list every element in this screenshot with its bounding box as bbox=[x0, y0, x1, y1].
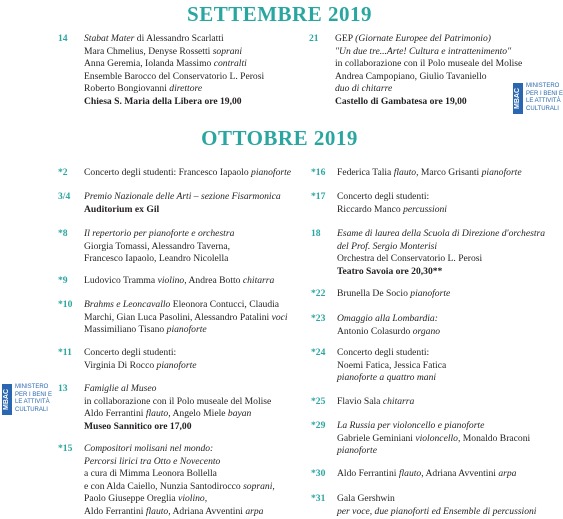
event-text: pianoforte bbox=[481, 167, 522, 178]
event-text: pianoforte bbox=[156, 359, 197, 371]
event-line bbox=[337, 266, 545, 279]
event-text: voci bbox=[271, 311, 288, 323]
event-date: *24 bbox=[311, 347, 326, 358]
event-text: pianoforte bbox=[251, 167, 292, 178]
event-line bbox=[84, 481, 275, 494]
event-line bbox=[335, 96, 522, 109]
event-line bbox=[337, 360, 446, 373]
event-text: Gala Gershwin bbox=[337, 493, 395, 504]
event-date: 14 bbox=[58, 33, 68, 44]
event-text: , Andrea Botto bbox=[184, 275, 243, 286]
event-text: Brahms e Leoncavallo bbox=[84, 299, 171, 310]
event-date: *9 bbox=[58, 275, 68, 286]
event-line bbox=[84, 299, 288, 312]
event-line bbox=[84, 493, 275, 506]
event-text: Federica Talia bbox=[337, 167, 394, 178]
event-text: bayan bbox=[227, 408, 252, 420]
event-text: Concerto degli studenti: bbox=[337, 347, 430, 358]
event-text: Concerto degli studenti: bbox=[337, 191, 430, 202]
event-text: pianoforte bbox=[410, 288, 451, 299]
event-text: arpa bbox=[245, 505, 264, 517]
event-text: in collaborazione con il Polo museale del Molise bbox=[84, 395, 272, 407]
event-text: , Adriana Avventini bbox=[421, 468, 499, 479]
event-text: Ludovico Tramma bbox=[84, 275, 158, 286]
event-line bbox=[337, 326, 440, 339]
event-text: Riccardo Manco bbox=[337, 203, 404, 215]
event-line bbox=[84, 241, 234, 254]
event-date: *11 bbox=[58, 347, 72, 358]
event-line bbox=[84, 360, 197, 373]
event-line bbox=[84, 506, 275, 519]
event-line bbox=[84, 33, 264, 46]
event-date: 3/4 bbox=[58, 191, 71, 202]
event-text: di Alessandro Scarlatti bbox=[134, 33, 224, 44]
event-line bbox=[335, 83, 522, 96]
event-text: Concerto degli studenti: Francesco Iapaolo bbox=[84, 167, 252, 178]
event-line bbox=[84, 383, 271, 396]
event-line bbox=[84, 46, 264, 59]
event-line bbox=[84, 421, 271, 434]
event-line bbox=[337, 228, 545, 241]
event-text: Anna Geremia, Iolanda Massimo bbox=[84, 58, 214, 70]
event-venue: Museo Sannitico ore 17,00 bbox=[84, 420, 192, 432]
heading-september: SETTEMBRE 2019 bbox=[187, 2, 372, 26]
event-text: del Prof. Sergio Monterisi bbox=[337, 240, 438, 252]
ministry-logo bbox=[2, 384, 53, 415]
event-line bbox=[337, 493, 536, 506]
event-line bbox=[337, 204, 447, 217]
event-text: Noemi Fatica, Jessica Fatica bbox=[337, 359, 447, 371]
event-text: soprani bbox=[212, 45, 243, 57]
event-line bbox=[84, 468, 275, 481]
event-date: *17 bbox=[311, 191, 326, 202]
event-line bbox=[337, 167, 522, 180]
event-line bbox=[84, 443, 275, 456]
event-text: flauto bbox=[398, 468, 422, 479]
event-text: Mara Chmelius, Denyse Rossetti bbox=[84, 45, 213, 57]
event-text: Eleonora Contucci, Claudia bbox=[170, 299, 280, 310]
event-venue: Auditorium ex Gil bbox=[84, 203, 160, 215]
event-text: (Giornate Europee del Patrimonio) bbox=[355, 33, 491, 44]
event-text: in collaborazione con il Polo museale del Molise bbox=[335, 58, 523, 70]
event-text: chitarra bbox=[382, 396, 415, 407]
event-line bbox=[335, 58, 522, 71]
event-line bbox=[84, 58, 264, 71]
event-text: flauto bbox=[145, 408, 169, 420]
event-line bbox=[337, 420, 530, 433]
event-line bbox=[84, 324, 288, 337]
event-text: a cura di Mimma Leonora Bollella bbox=[84, 468, 217, 480]
event-text: Percorsi lirici tra Otto e Novecento bbox=[84, 455, 221, 467]
event-text: flauto bbox=[393, 167, 417, 178]
event-text: pianoforte bbox=[166, 324, 207, 336]
event-text: Francesco Iapaolo, Leandro Nicolella bbox=[84, 253, 229, 265]
event-text: Massimiliano Tisano bbox=[84, 324, 167, 336]
event-line bbox=[337, 433, 530, 446]
event-text: "Un due tre...Arte! Cultura e intrattenimento" bbox=[335, 45, 512, 57]
event-text: Virginia Di Rocco bbox=[84, 359, 157, 371]
event-line bbox=[84, 96, 264, 109]
event-line bbox=[337, 468, 516, 481]
event-date: 21 bbox=[309, 33, 319, 44]
event-text: Roberto Bongiovanni bbox=[84, 83, 170, 95]
event-text: Aldo Ferrantini bbox=[337, 468, 399, 479]
event-text: Paolo Giuseppe Oreglia bbox=[84, 493, 179, 505]
event-text: , Monaldo Braconi bbox=[457, 432, 531, 444]
event-date: *23 bbox=[311, 313, 326, 324]
event-line bbox=[337, 445, 530, 458]
event-line bbox=[84, 71, 264, 84]
event-text: soprani bbox=[243, 480, 273, 492]
event-text: GEP bbox=[335, 33, 356, 44]
event-text: direttore bbox=[169, 83, 203, 95]
event-text: Aldo Ferrantini bbox=[84, 408, 146, 420]
event-line bbox=[335, 46, 522, 59]
event-text: Aldo Ferrantini bbox=[84, 505, 146, 517]
event-text: Ensemble Barocco del Conservatorio L. Perosi bbox=[84, 70, 265, 82]
event-text: flauto bbox=[145, 505, 169, 517]
event-line bbox=[337, 396, 414, 409]
event-text: Antonio Colasurdo bbox=[337, 325, 413, 337]
event-text: Premio Nazionale delle Arti – sezione Fisarmonica bbox=[84, 191, 281, 202]
event-date: *16 bbox=[311, 167, 326, 178]
mbac-mark: MBAC bbox=[513, 83, 523, 114]
event-line bbox=[84, 456, 275, 469]
event-text: Andrea Campopiano, Giulio Tavaniello bbox=[335, 70, 487, 82]
event-line bbox=[84, 253, 234, 266]
event-text: , Marco Grisanti bbox=[416, 167, 482, 178]
event-text: Famiglie al Museo bbox=[84, 383, 157, 394]
event-text: Stabat Mater bbox=[84, 33, 135, 44]
event-text: Giorgia Tomassi, Alessandro Taverna, bbox=[84, 240, 231, 252]
event-date: *31 bbox=[311, 493, 326, 504]
event-venue: Castello di Gambatesa ore 19,00 bbox=[335, 95, 467, 107]
event-line bbox=[337, 241, 545, 254]
event-date: *30 bbox=[311, 468, 326, 479]
event-text: chitarra bbox=[242, 275, 275, 286]
event-text: percussioni bbox=[403, 203, 447, 215]
event-line bbox=[337, 347, 446, 360]
event-date: *22 bbox=[311, 288, 326, 299]
event-venue: Teatro Savoia ore 20,30** bbox=[337, 265, 443, 277]
event-date: 13 bbox=[58, 383, 68, 394]
event-line bbox=[84, 396, 271, 409]
event-date: 18 bbox=[311, 228, 321, 239]
event-line bbox=[335, 71, 522, 84]
event-text: pianoforte bbox=[337, 445, 377, 457]
event-date: *29 bbox=[311, 420, 326, 431]
event-text: arpa bbox=[498, 468, 517, 479]
event-text: Brunella De Socio bbox=[337, 288, 411, 299]
event-text: e con Alda Caiello, Nunzia Santodirocco bbox=[84, 480, 244, 492]
event-date: *25 bbox=[311, 396, 326, 407]
event-text: , Adriana Avventini bbox=[168, 505, 246, 517]
event-text: per voce, due pianoforti ed Ensemble di percussioni bbox=[337, 505, 537, 517]
event-text: violoncello bbox=[415, 432, 458, 444]
event-line bbox=[84, 312, 288, 325]
event-line bbox=[84, 275, 274, 288]
event-line bbox=[337, 253, 545, 266]
event-text: pianoforte a quattro mani bbox=[337, 372, 437, 384]
event-text: Il repertorio per pianoforte e orchestra bbox=[84, 228, 235, 239]
event-text: Omaggio alla Lombardia: bbox=[337, 313, 438, 324]
event-line bbox=[335, 33, 522, 46]
event-date: *10 bbox=[58, 299, 73, 310]
event-text: , bbox=[272, 480, 275, 492]
event-text: La Russia per violoncello e pianoforte bbox=[337, 420, 485, 431]
event-line bbox=[337, 372, 446, 385]
event-text: Orchestra del Conservatorio L. Perosi bbox=[337, 253, 483, 265]
event-line bbox=[84, 191, 281, 204]
event-text: contralti bbox=[213, 58, 247, 70]
event-venue: Chiesa S. Maria della Libera ore 19,00 bbox=[84, 95, 242, 107]
event-line bbox=[84, 204, 281, 217]
event-line bbox=[337, 506, 536, 519]
event-text: Esame di laurea della Scuola di Direzione d'orchestra bbox=[337, 228, 546, 239]
ministry-logo-text: MINISTERO PER I BENI E LE ATTIVITÀ CULTURALI bbox=[15, 384, 53, 413]
event-text: violino bbox=[157, 275, 185, 286]
event-line bbox=[84, 347, 197, 360]
event-line bbox=[84, 228, 234, 241]
event-text: duo di chitarre bbox=[335, 83, 393, 95]
event-text: Marchi, Gian Luca Pasolini, Alessandro Patalini bbox=[84, 311, 272, 323]
event-line bbox=[337, 288, 450, 301]
ministry-logo bbox=[513, 83, 563, 114]
event-text: Concerto degli studenti: bbox=[84, 347, 177, 358]
event-text: Compositori molisani nel mondo: bbox=[84, 443, 214, 454]
heading-october: OTTOBRE 2019 bbox=[201, 126, 358, 150]
event-line bbox=[337, 191, 447, 204]
event-line bbox=[84, 167, 291, 180]
event-text: organo bbox=[412, 325, 441, 337]
event-text: Flavio Sala bbox=[337, 396, 383, 407]
event-text: , Angelo Miele bbox=[168, 408, 228, 420]
event-text: , bbox=[204, 493, 208, 505]
event-line bbox=[84, 408, 271, 421]
event-text: Gabriele Geminiani bbox=[337, 432, 416, 444]
event-text: violino bbox=[178, 493, 205, 505]
event-date: *2 bbox=[58, 167, 68, 178]
event-date: *15 bbox=[58, 443, 73, 454]
event-line bbox=[84, 83, 264, 96]
ministry-logo-text: MINISTERO PER I BENI E LE ATTIVITÀ CULTURALI bbox=[526, 83, 563, 112]
event-date: *8 bbox=[58, 228, 68, 239]
event-line bbox=[337, 313, 440, 326]
mbac-mark: MBAC bbox=[2, 384, 12, 415]
